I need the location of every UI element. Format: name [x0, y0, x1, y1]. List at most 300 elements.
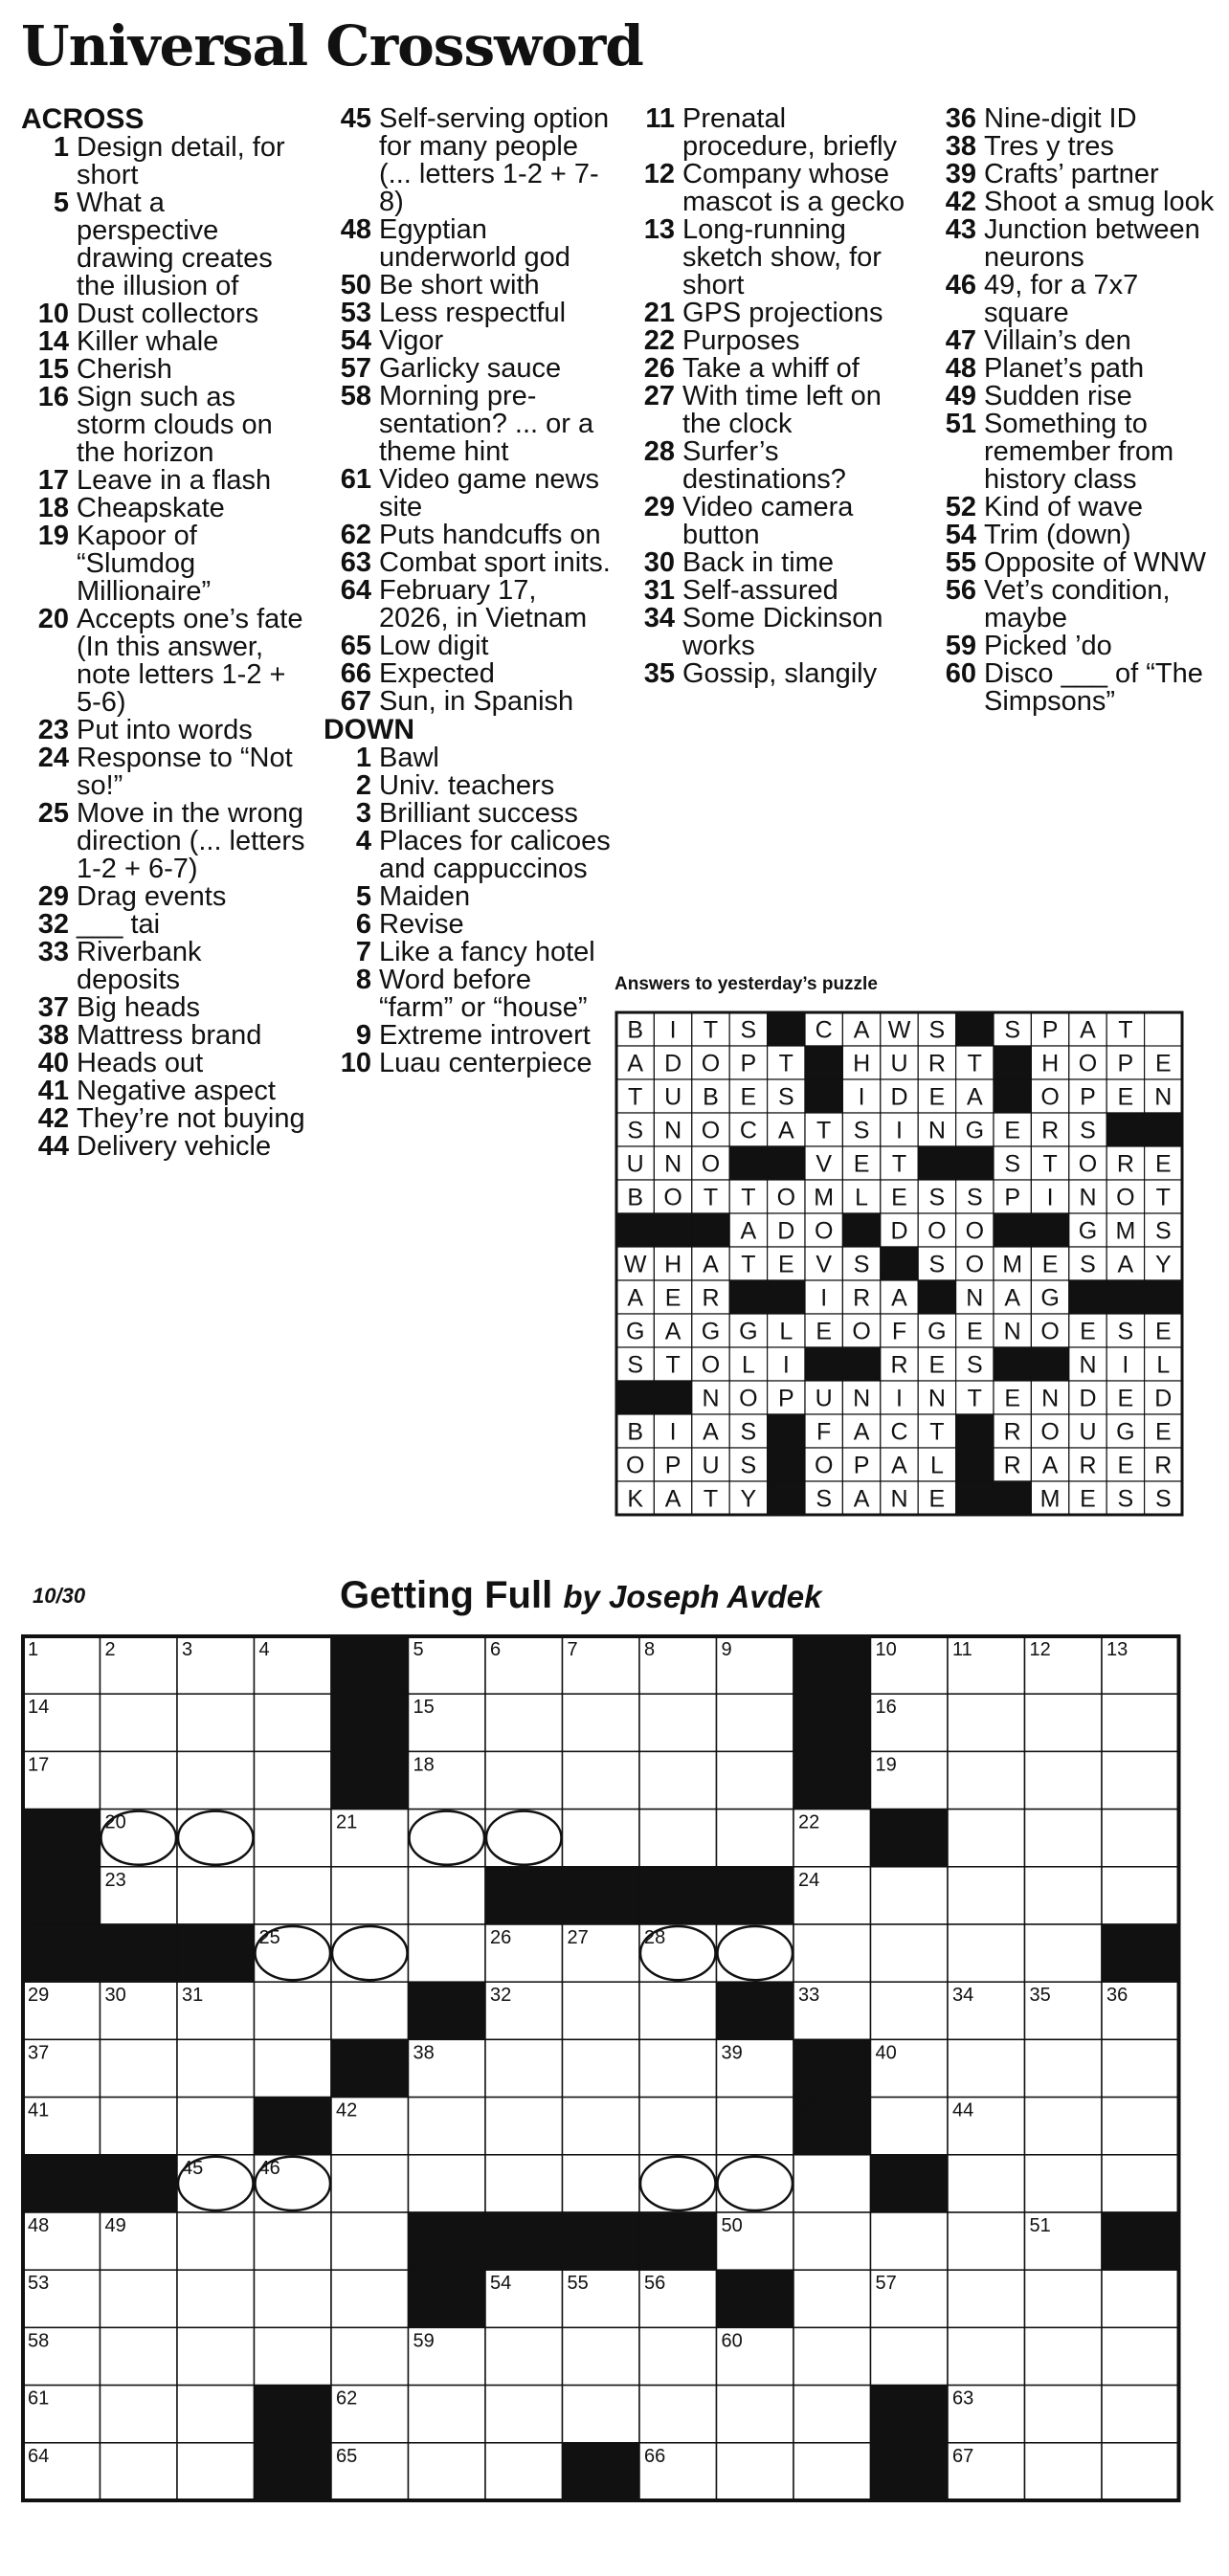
grid-cell[interactable]	[1025, 2098, 1103, 2155]
clue-item[interactable]	[21, 883, 308, 911]
clue-item[interactable]	[928, 411, 1216, 494]
grid-cell[interactable]	[255, 2327, 332, 2385]
clue-item[interactable]	[324, 772, 611, 800]
grid-cell[interactable]	[948, 1867, 1025, 1924]
answer-letter: F	[816, 1418, 832, 1446]
clue-item[interactable]	[627, 577, 914, 605]
cell-number: 5	[413, 1639, 424, 1660]
clue-item[interactable]	[627, 300, 914, 327]
answer-letter: W	[887, 1016, 911, 1044]
answer-letter: M	[1002, 1251, 1023, 1278]
grid-cell[interactable]	[948, 2327, 1025, 2385]
clue-item[interactable]	[21, 1022, 308, 1050]
clue-item[interactable]	[627, 660, 914, 688]
answer-block-cell	[956, 1414, 994, 1448]
clue-item[interactable]	[21, 1133, 308, 1161]
clue-item[interactable]	[928, 105, 1216, 133]
grid-cell[interactable]	[255, 1810, 332, 1867]
grid-cell[interactable]	[1025, 1694, 1103, 1751]
clue-text: Kapoor of “Slumdog Millionaire”	[77, 521, 212, 607]
answer-letter: T	[929, 1418, 945, 1446]
clue-item[interactable]	[627, 383, 914, 438]
grid-cell[interactable]	[1102, 2443, 1179, 2500]
grid-cell[interactable]	[793, 2327, 871, 2385]
clue-number: 47	[945, 325, 976, 356]
clue-item[interactable]	[928, 216, 1216, 272]
grid-cell[interactable]	[563, 2098, 640, 2155]
grid-cell[interactable]	[409, 2155, 486, 2212]
answer-block-cell	[768, 1146, 805, 1180]
answer-letter: G	[1116, 1418, 1135, 1446]
clue-text: Cheapskate	[77, 493, 225, 523]
grid-cell[interactable]	[563, 2386, 640, 2443]
answer-block-cell	[956, 1146, 994, 1180]
clue-number: 19	[37, 521, 69, 551]
cell-number: 13	[1106, 1639, 1128, 1660]
grid-cell[interactable]	[639, 1694, 717, 1751]
answer-letter: O	[701, 1050, 721, 1077]
clue-item[interactable]	[21, 800, 308, 883]
clue-number: 1	[53, 132, 69, 163]
clue-text: Some Dickinson works	[682, 603, 883, 661]
grid-cell[interactable]	[563, 1810, 640, 1867]
clue-text: Sudden rise	[984, 381, 1132, 411]
clue-text: Purposes	[682, 325, 800, 356]
clue-item[interactable]	[21, 994, 308, 1022]
grid-cell[interactable]	[563, 1694, 640, 1751]
clue-item[interactable]	[928, 383, 1216, 411]
clue-item[interactable]	[928, 494, 1216, 522]
answer-letter: P	[777, 1385, 794, 1412]
clue-item[interactable]	[324, 522, 611, 549]
clue-number: 39	[945, 159, 976, 189]
grid-cell[interactable]	[177, 1867, 255, 1924]
cell-number: 65	[336, 2445, 358, 2467]
cell-number: 53	[28, 2273, 50, 2295]
answer-letter: T	[628, 1083, 643, 1111]
grid-cell[interactable]	[1102, 2327, 1179, 2385]
answer-letter: G	[1078, 1217, 1098, 1245]
grid-cell[interactable]	[485, 1751, 563, 1809]
grid-cell[interactable]	[177, 1694, 255, 1751]
clue-column-3	[627, 105, 914, 688]
grid-cell[interactable]	[948, 2212, 1025, 2270]
answer-letter: R	[1116, 1150, 1134, 1178]
clue-item[interactable]	[324, 939, 611, 966]
grid-cell[interactable]	[101, 2443, 178, 2500]
clue-number: 48	[340, 214, 371, 245]
grid-cell[interactable]	[1025, 1924, 1103, 1982]
clue-item[interactable]	[21, 134, 308, 189]
clue-item[interactable]	[324, 966, 611, 1022]
grid-cell[interactable]	[255, 2270, 332, 2327]
grid-cell[interactable]	[485, 2327, 563, 2385]
grid-cell[interactable]	[871, 1924, 949, 1982]
grid-cell[interactable]	[1025, 1867, 1103, 1924]
answer-letter: O	[965, 1217, 985, 1245]
clue-item[interactable]	[928, 272, 1216, 327]
grid-cell[interactable]	[793, 2212, 871, 2270]
answer-letter: K	[627, 1485, 644, 1513]
grid-cell[interactable]	[331, 2270, 409, 2327]
answer-letter: S	[816, 1485, 833, 1513]
grid-cell[interactable]	[717, 1810, 794, 1867]
clue-item[interactable]	[627, 549, 914, 577]
grid-block-cell	[331, 2039, 409, 2097]
answer-block-cell	[1106, 1113, 1144, 1146]
clue-item[interactable]	[324, 300, 611, 327]
clue-item[interactable]	[21, 939, 308, 994]
clue-text: Take a whiff of	[682, 353, 860, 384]
clue-item[interactable]	[21, 384, 308, 467]
clue-item[interactable]	[324, 355, 611, 383]
clue-number: 29	[643, 492, 675, 522]
clue-item[interactable]	[324, 688, 611, 716]
grid-cell[interactable]	[1102, 1751, 1179, 1809]
clue-item[interactable]	[324, 800, 611, 828]
grid-cell[interactable]	[639, 1810, 717, 1867]
clue-number: 18	[37, 493, 69, 523]
clue-number: 60	[945, 658, 976, 689]
grid-cell[interactable]	[485, 2098, 563, 2155]
clue-item[interactable]	[324, 466, 611, 522]
clue-text: Less respectful	[379, 298, 567, 328]
grid-cell[interactable]	[871, 2098, 949, 2155]
grid-cell[interactable]	[331, 1982, 409, 2039]
clue-number: 14	[37, 326, 69, 357]
answer-letter: E	[853, 1150, 870, 1178]
clue-item[interactable]	[627, 327, 914, 355]
cell-number: 25	[258, 1927, 280, 1948]
grid-cell[interactable]	[871, 2327, 949, 2385]
grid-cell[interactable]	[101, 2327, 178, 2385]
cell-number: 52	[1106, 2215, 1128, 2236]
answer-letter: L	[855, 1184, 869, 1211]
grid-cell[interactable]	[1102, 2098, 1179, 2155]
clue-item[interactable]	[324, 883, 611, 911]
answer-letter: N	[702, 1385, 720, 1412]
clue-item[interactable]	[324, 828, 611, 883]
cell-number: 26	[490, 1927, 512, 1948]
answer-letter: M	[1115, 1217, 1136, 1245]
grid-cell[interactable]	[717, 2098, 794, 2155]
clue-item[interactable]	[627, 494, 914, 549]
grid-cell[interactable]	[101, 2270, 178, 2327]
crossword-grid[interactable]	[21, 1634, 1181, 2505]
grid-cell[interactable]	[563, 2327, 640, 2385]
grid-cell[interactable]	[717, 2443, 794, 2500]
grid-cell[interactable]	[177, 1751, 255, 1809]
grid-cell[interactable]	[948, 1751, 1025, 1809]
grid-cell[interactable]	[101, 1751, 178, 1809]
answer-letter: S	[627, 1351, 644, 1379]
grid-cell[interactable]	[101, 2098, 178, 2155]
grid-cell[interactable]	[793, 1924, 871, 1982]
answer-letter: A	[627, 1284, 644, 1312]
clue-text: Shoot a smug look	[984, 187, 1215, 217]
grid-block-cell	[23, 1924, 101, 1982]
clue-item[interactable]	[324, 633, 611, 660]
clue-item[interactable]	[324, 105, 611, 216]
clue-item[interactable]	[324, 272, 611, 300]
answer-letter: O	[814, 1452, 834, 1479]
grid-cell[interactable]	[1025, 2270, 1103, 2327]
clue-item[interactable]	[21, 606, 308, 717]
grid-cell[interactable]	[485, 2155, 563, 2212]
clue-item[interactable]	[928, 549, 1216, 577]
grid-cell[interactable]	[793, 2443, 871, 2500]
grid-cell[interactable]	[948, 2039, 1025, 2097]
clue-item[interactable]	[21, 744, 308, 800]
grid-cell[interactable]	[948, 2270, 1025, 2327]
grid-block-cell	[331, 1636, 409, 1694]
grid-cell[interactable]	[948, 1694, 1025, 1751]
clue-item[interactable]	[324, 911, 611, 939]
answer-block-cell	[842, 1213, 880, 1247]
grid-cell[interactable]	[409, 2386, 486, 2443]
grid-cell[interactable]	[639, 2327, 717, 2385]
answer-block-cell	[768, 1481, 805, 1515]
grid-cell[interactable]	[485, 2443, 563, 2500]
answer-block-cell	[994, 1079, 1031, 1113]
answer-letter: S	[1080, 1117, 1096, 1144]
grid-cell[interactable]	[639, 1751, 717, 1809]
grid-cell[interactable]	[1102, 2039, 1179, 2097]
clue-item[interactable]	[324, 660, 611, 688]
clue-text: Mattress brand	[77, 1020, 262, 1051]
grid-cell[interactable]	[563, 2039, 640, 2097]
clue-item[interactable]	[324, 383, 611, 466]
clue-item[interactable]	[21, 356, 308, 384]
clue-text: Planet’s path	[984, 353, 1145, 384]
clue-item[interactable]	[21, 717, 308, 744]
grid-cell[interactable]	[1102, 1867, 1179, 1924]
grid-cell[interactable]	[409, 1924, 486, 1982]
clue-item[interactable]	[324, 1050, 611, 1077]
clue-text: Nine-digit ID	[984, 103, 1137, 134]
clue-text: Combat sport inits.	[379, 547, 611, 578]
answer-letter: G	[625, 1318, 645, 1345]
grid-cell[interactable]	[485, 2039, 563, 2097]
grid-cell[interactable]	[948, 1924, 1025, 1982]
grid-cell[interactable]	[717, 2386, 794, 2443]
clue-item[interactable]	[21, 300, 308, 328]
grid-cell[interactable]	[331, 2212, 409, 2270]
clue-text: Back in time	[682, 547, 834, 578]
clue-text: Cherish	[77, 354, 172, 385]
clue-item[interactable]	[21, 467, 308, 495]
grid-cell[interactable]	[409, 2443, 486, 2500]
grid-cell[interactable]	[255, 1694, 332, 1751]
answer-letter: O	[776, 1184, 796, 1211]
answer-block-cell	[654, 1213, 691, 1247]
answer-letter: E	[1117, 1385, 1134, 1412]
grid-cell[interactable]	[101, 2386, 178, 2443]
answer-letter: O	[625, 1452, 645, 1479]
grid-cell[interactable]	[101, 1694, 178, 1751]
grid-cell[interactable]	[1102, 2155, 1179, 2212]
answer-letter: R	[1003, 1418, 1021, 1446]
grid-cell[interactable]	[793, 2270, 871, 2327]
grid-cell[interactable]	[717, 1694, 794, 1751]
clue-number: 13	[643, 214, 675, 245]
clue-item[interactable]	[627, 216, 914, 300]
answer-letter: U	[1079, 1418, 1097, 1446]
clue-item[interactable]	[324, 549, 611, 577]
clue-item[interactable]	[21, 1077, 308, 1105]
answer-letter: T	[967, 1385, 982, 1412]
cell-number: 58	[28, 2330, 50, 2352]
grid-cell[interactable]	[177, 2443, 255, 2500]
answer-letter: A	[1117, 1251, 1134, 1278]
clue-item[interactable]	[928, 633, 1216, 660]
clue-item[interactable]	[928, 577, 1216, 633]
clue-item[interactable]	[324, 577, 611, 633]
grid-cell[interactable]	[177, 2039, 255, 2097]
answer-letter: P	[1117, 1050, 1134, 1077]
cell-number: 1	[28, 1639, 39, 1660]
grid-cell[interactable]	[177, 2212, 255, 2270]
answer-letter: A	[703, 1251, 719, 1278]
grid-cell[interactable]	[1025, 2327, 1103, 2385]
grid-cell[interactable]	[101, 2039, 178, 2097]
answer-letter: P	[1080, 1083, 1096, 1111]
grid-block-cell	[331, 1751, 409, 1809]
grid-cell[interactable]	[1025, 2386, 1103, 2443]
answer-letter: N	[664, 1117, 682, 1144]
clue-item[interactable]	[627, 355, 914, 383]
grid-cell[interactable]	[1102, 2270, 1179, 2327]
clue-text: Design detail, for short	[77, 132, 285, 190]
grid-cell[interactable]	[871, 1982, 949, 2039]
grid-cell[interactable]	[485, 1694, 563, 1751]
clue-item[interactable]	[627, 105, 914, 161]
grid-cell[interactable]	[639, 2386, 717, 2443]
grid-cell[interactable]	[409, 2098, 486, 2155]
grid-block-cell	[331, 1694, 409, 1751]
grid-cell[interactable]	[717, 1751, 794, 1809]
grid-cell[interactable]	[255, 1867, 332, 1924]
grid-cell[interactable]	[563, 2155, 640, 2212]
grid-cell[interactable]	[1025, 2155, 1103, 2212]
clue-number: 42	[37, 1103, 69, 1134]
clue-item[interactable]	[928, 133, 1216, 161]
answer-letter: O	[739, 1385, 758, 1412]
clue-item[interactable]	[21, 1105, 308, 1133]
grid-cell[interactable]	[871, 1867, 949, 1924]
answer-letter: R	[702, 1284, 720, 1312]
grid-cell[interactable]	[177, 2098, 255, 2155]
answer-letter: E	[1154, 1418, 1172, 1446]
answer-letter: S	[853, 1117, 870, 1144]
grid-cell[interactable]	[639, 1982, 717, 2039]
clue-item[interactable]	[627, 438, 914, 494]
grid-cell[interactable]	[1025, 2443, 1103, 2500]
clue-item[interactable]	[324, 744, 611, 772]
grid-cell[interactable]	[177, 2327, 255, 2385]
clue-item[interactable]	[627, 161, 914, 216]
grid-cell[interactable]	[409, 1867, 486, 1924]
grid-cell[interactable]	[1025, 2039, 1103, 2097]
grid-cell[interactable]	[177, 2270, 255, 2327]
grid-cell[interactable]	[255, 1751, 332, 1809]
grid-cell[interactable]	[255, 1982, 332, 2039]
clue-number: 26	[643, 353, 675, 384]
grid-cell[interactable]	[1102, 2386, 1179, 2443]
cell-number: 67	[952, 2445, 974, 2467]
grid-cell[interactable]	[563, 1982, 640, 2039]
clue-number: 11	[645, 103, 675, 134]
grid-cell[interactable]	[639, 2039, 717, 2097]
answer-letter: T	[665, 1351, 681, 1379]
clue-item[interactable]	[928, 327, 1216, 355]
clue-item[interactable]	[21, 1050, 308, 1077]
clue-text: February 17, 2026, in Vietnam	[379, 575, 588, 633]
grid-cell[interactable]	[255, 2039, 332, 2097]
answer-letter: D	[1154, 1385, 1173, 1412]
grid-cell[interactable]	[331, 2327, 409, 2385]
yesterday-answer-grid	[614, 1010, 1185, 1518]
clue-item[interactable]	[627, 605, 914, 660]
answer-letter: S	[1080, 1251, 1096, 1278]
grid-cell[interactable]	[1025, 1810, 1103, 1867]
clue-item[interactable]	[928, 161, 1216, 189]
grid-cell[interactable]	[948, 1810, 1025, 1867]
clue-number: 67	[340, 686, 371, 717]
answer-letter: E	[664, 1284, 682, 1312]
clue-item[interactable]	[324, 216, 611, 272]
cell-number: 36	[1106, 1985, 1128, 2007]
grid-cell[interactable]	[1102, 1810, 1179, 1867]
grid-cell[interactable]	[177, 2386, 255, 2443]
answer-letter: I	[820, 1284, 828, 1312]
grid-cell[interactable]	[1102, 1694, 1179, 1751]
grid-cell[interactable]	[331, 1867, 409, 1924]
clue-item[interactable]	[928, 660, 1216, 716]
clue-item[interactable]	[21, 189, 308, 300]
clue-text: Move in the wrong direction (... letters 1-2 + 6-7)	[77, 798, 305, 884]
grid-cell[interactable]	[485, 2386, 563, 2443]
clue-item[interactable]	[928, 522, 1216, 549]
grid-cell[interactable]	[948, 2155, 1025, 2212]
clue-item[interactable]	[21, 495, 308, 522]
grid-cell[interactable]	[793, 2386, 871, 2443]
grid-cell[interactable]	[639, 2098, 717, 2155]
clue-item[interactable]	[21, 328, 308, 356]
answer-letter: O	[814, 1217, 834, 1245]
grid-cell[interactable]	[563, 1751, 640, 1809]
grid-cell[interactable]	[1025, 1751, 1103, 1809]
grid-block-cell	[717, 2270, 794, 2327]
clue-item[interactable]	[324, 1022, 611, 1050]
clue-item[interactable]	[324, 327, 611, 355]
answer-letter: S	[1117, 1485, 1134, 1513]
clue-item[interactable]	[928, 355, 1216, 383]
grid-cell[interactable]	[871, 2212, 949, 2270]
grid-cell[interactable]	[331, 2155, 409, 2212]
grid-cell[interactable]	[255, 2212, 332, 2270]
cell-number: 16	[875, 1697, 897, 1719]
clue-item[interactable]	[21, 911, 308, 939]
answer-letter: Y	[1154, 1251, 1172, 1278]
answer-letter: E	[777, 1251, 794, 1278]
clue-item[interactable]	[928, 189, 1216, 216]
grid-cell[interactable]	[793, 2155, 871, 2212]
answer-letter: T	[741, 1184, 756, 1211]
cell-number: 31	[182, 1985, 204, 2007]
clue-item[interactable]	[21, 522, 308, 606]
answer-letter: I	[1046, 1184, 1054, 1211]
